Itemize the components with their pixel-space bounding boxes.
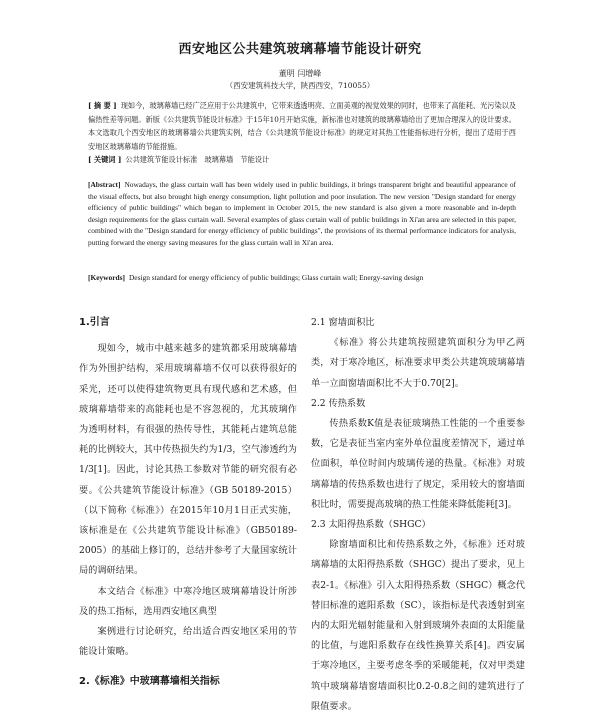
paragraph-2-2: 传热系数K值是表征玻璃热工性能的一个重要参数，它是表征当室内室外单位温度差情况下，通过单位面积，单位时间内玻璃传递的热量。《标准》对玻璃幕墙的传热系数也进行了规定，采用较大的窗墙面积比时，需要提高玻璃的热工性能来降低能耗[3]。 [311, 418, 525, 510]
intro-paragraph-1: 现如今，城市中越来越多的建筑都采用玻璃幕墙作为外围护结构，采用玻璃幕墙不仅可以获得很好的采光，还可以使得建筑物更具有现代感和艺术感，但玻璃幕墙带来的高能耗也是不容忽视的，尤其玻璃作为透明材料，有很强的热传导性，其能耗占建筑总能耗的比例较大，其中传热损失约为1/3，空气渗透约为1/3[1]。因此，讨论其热工参数对节能的研究很有必要。《公共建筑节能设计标准》（GB 50189-2015）（以下简称《标准》）在2015年10月1日正式实施，该标准是在《公共建筑节能设计标准》（GB50189-2005）的基础上修订的，总结并参考了大量国家统计局的调研结果。 [79, 343, 297, 577]
abstract-zh [88, 99, 516, 153]
abstract-en-text: Nowadays, the glass curtain wall has been widely used in public buildings, it brings transparent bright and beautiful appearance of the visual effects, but also brought high energy consumption, light pollution and poor insulation. The new version "Design standard for energy efficiency of public buildings" which began to implement in October 2015, the new standard is also given a more reasonable and in-depth design requirements for the glass curtain wall. Several examples of glass curtain wall of public buildings in Xi'an area are selected in this paper, combined with the "Design standard for energy efficiency of public buildings", the provisions of its thermal performance indicators for analysis, putting forward the energy saving measures for the glass curtain wall in Xi'an area. [88, 180, 516, 247]
abstract-en [88, 179, 516, 249]
abstract-zh-label: [ 摘 要 ] [88, 101, 117, 110]
keywords-zh-text: 公共建筑节能设计标准 玻璃幕墙 节能设计 [125, 155, 270, 164]
paper-title: 西安地区公共建筑玻璃幕墙节能设计研究 [178, 42, 422, 57]
abstract-en-label: [Abstract] [88, 180, 121, 189]
intro-paragraph-3: 案例进行讨论研究，给出适合西安地区采用的节能设计策略。 [79, 626, 297, 658]
abstract-zh-text: 现如今，玻璃幕墙已经广泛应用于公共建筑中，它带来透透明亮、立面美观的视觉效果的同时，也带来了高能耗、光污染以及偏热性差等问题。新版《公共建筑节能设计标准》于15年10月开始实施，新标准也对建筑的玻璃幕墙给出了更加合理深入的设计要求。本文选取几个西安地区的玻璃幕墙公共建筑实例，结合《公共建筑节能设计标准》的规定对其热工性能指标进行分析，提出了适用于西安地区玻璃幕墙的节能措施。 [88, 101, 517, 151]
section-heading-intro: 1.引言 [79, 317, 110, 328]
keywords-en [88, 272, 516, 283]
paragraph-2-3: 除窗墙面积比和传热系数之外，《标准》还对玻璃幕墙的太阳得热系数（SHGC）提出了要求，见上表2-1。《标准》引入太阳得热系数（SHGC）概念代替旧标准的遮阳系数（SC），该指标是代表透射到室内的太阳光辐射能量和入射到玻璃外表面的太阳能量的比值，与遮阳系数存在线性换算关系[4]。西安属于寒冷地区，主要考虑冬季的采暖能耗，仅对甲类建筑中玻璃幕墙窗墙面积比0.2-0.8之间的建筑进行了限值要求。 [311, 539, 525, 712]
keywords-en-text: Design standard for energy efficiency of public buildings; Glass curtain wall; Energy-saving design [128, 273, 424, 282]
subsection-heading-2-3: 2.3 太阳得热系数（SHGC） [311, 519, 431, 531]
keywords-zh [88, 153, 516, 166]
subsection-heading-2-2: 2.2 传热系数 [311, 397, 366, 409]
affiliation: （西安建筑科技大学，陕西西安，710055） [225, 81, 375, 90]
section-heading-2: 2.《标准》中玻璃幕墙相关指标 [79, 676, 220, 688]
authors: 董明 闫增峰 [278, 69, 322, 78]
intro-paragraph-2: 本文结合《标准》中寒冷地区玻璃幕墙设计所涉及的热工指标，选用西安地区典型 [79, 585, 297, 617]
left-column [79, 313, 297, 693]
subsection-heading-2-1: 2.1 窗墙面积比 [311, 317, 375, 328]
keywords-en-label: [Keywords] [88, 273, 125, 282]
right-column [311, 313, 525, 717]
paragraph-2-1: 《标准》将公共建筑按照建筑面积分为甲乙两类，对于寒冷地区，标准要求甲类公共建筑玻璃幕墙单一立面窗墙面积比不大于0.70[2]。 [311, 337, 525, 389]
keywords-zh-label: [ 关键词 ] [88, 155, 122, 164]
